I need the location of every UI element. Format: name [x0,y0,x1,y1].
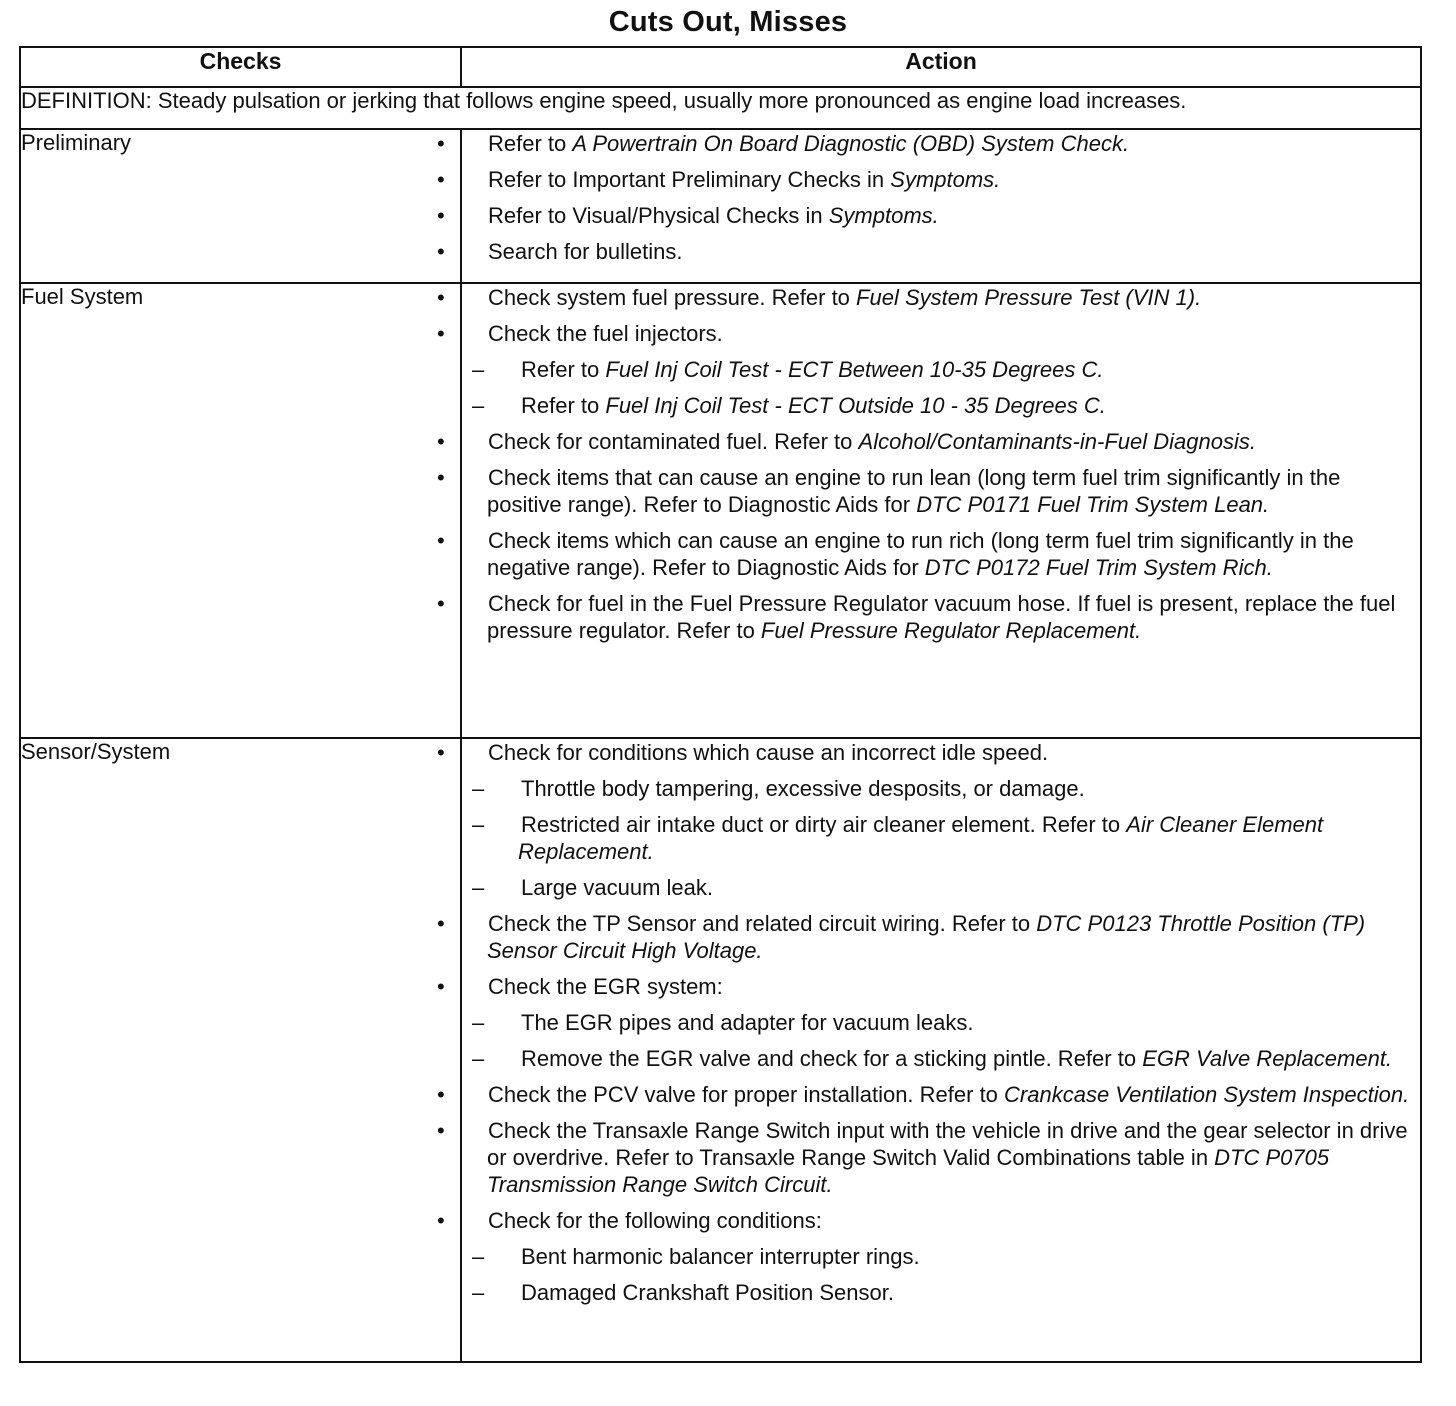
bullet-marker: • [437,528,445,553]
item-text: Refer to [521,393,606,418]
item-text: Refer to [521,357,606,382]
sub-item [462,874,1420,901]
reference-link: DTC P0172 Fuel Trim System Rich. [924,555,1273,580]
reference-link: Alcohol/Contaminants-in-Fuel Diagnosis. [858,429,1256,454]
item-text: Throttle body tampering, excessive desposits, or damage. [521,776,1085,801]
list-item [437,973,1420,1000]
list-item [437,284,1420,311]
item-text: Remove the EGR valve and check for a sticking pintle. Refer to [521,1046,1143,1071]
item-text: Check for contaminated fuel. Refer to [488,429,859,454]
bullet-marker: • [437,321,445,346]
dash-marker: – [472,1244,485,1269]
action-list [437,738,1421,1362]
dash-marker: – [472,776,485,801]
item-text: Search for bulletins. [488,239,683,264]
list-item [437,130,1420,157]
sub-item [462,811,1420,865]
page-title: Cuts Out, Misses [608,6,848,38]
sub-item [462,1009,1420,1036]
sub-item [462,392,1420,419]
list-item [437,320,1420,347]
bullet-marker: • [437,167,445,192]
sub-item [462,1243,1420,1270]
dash-marker: – [472,1280,485,1305]
list-item [437,428,1420,455]
reference-link: Fuel System Pressure Test (VIN 1). [856,285,1202,310]
list-item [437,739,1420,766]
list-item [437,590,1420,644]
item-text: The EGR pipes and adapter for vacuum leaks. [521,1010,974,1035]
item-text: Damaged Crankshaft Position Sensor. [521,1280,894,1305]
dash-marker: – [472,393,485,418]
list-item [437,1081,1420,1108]
item-text: Refer to Visual/Physical Checks in [488,203,829,228]
item-text: Bent harmonic balancer interrupter rings. [521,1244,920,1269]
bullet-marker: • [437,239,445,264]
reference-link: Fuel Inj Coil Test - ECT Between 10-35 Degrees C. [605,357,1104,382]
sub-item [462,356,1420,383]
item-text: Check for the following conditions: [488,1208,822,1233]
action-list [437,283,1421,738]
reference-link: DTC P0123 Throttle Position (TP) Sensor Circuit High Voltage. [487,911,1366,963]
reference-link: Air Cleaner Element Replacement. [518,812,1324,864]
list-item [437,1117,1420,1198]
list-item [437,166,1420,193]
sub-item [462,775,1420,802]
checks-header: Checks [20,47,461,87]
bullet-marker: • [437,285,445,310]
item-text: Refer to Important Preliminary Checks in [488,167,891,192]
diagnostic-table [19,46,1422,1363]
action-list [437,129,1421,283]
bullet-marker: • [437,740,445,765]
reference-link: EGR Valve Replacement. [1142,1046,1393,1071]
item-text: Check the Transaxle Range Switch input with the vehicle in drive and the gear selector in drive or overdrive. Refer to Transaxle Range Switch Valid Combinations table in [487,1118,1408,1170]
reference-link: Symptoms. [828,203,939,228]
dash-marker: – [472,1046,485,1071]
reference-link: DTC P0705 Transmission Range Switch Circuit. [487,1145,1330,1197]
bullet-marker: • [437,911,445,936]
check-label: Fuel System [20,283,461,738]
sub-item [462,1045,1420,1072]
item-text: Check the PCV valve for proper installation. Refer to [488,1082,1005,1107]
dash-marker: – [472,875,485,900]
dash-marker: – [472,1010,485,1035]
bullet-marker: • [437,591,445,616]
table-row [20,129,1421,283]
list-item [437,527,1420,581]
bullet-marker: • [437,1118,445,1143]
item-text: Check items which can cause an engine to run rich (long term fuel trim significantly in the negative range). Refer to Diagnostic Aids for [487,528,1354,580]
reference-link: Crankcase Ventilation System Inspection. [1004,1082,1410,1107]
item-text: Refer to [488,131,573,156]
bullet-marker: • [437,465,445,490]
bullet-marker: • [437,203,445,228]
reference-link: Fuel Inj Coil Test - ECT Outside 10 - 35 Degrees C. [605,393,1106,418]
table-row [20,283,1421,738]
item-text: Check for conditions which cause an incorrect idle speed. [488,740,1049,765]
bullet-marker: • [437,1208,445,1233]
reference-link: Fuel Pressure Regulator Replacement. [760,618,1142,643]
action-header: Action [461,47,1421,87]
table-row [20,738,1421,1362]
bullet-marker: • [437,1082,445,1107]
bullet-marker: • [437,131,445,156]
dash-marker: – [472,357,485,382]
sub-item [462,1279,1420,1306]
list-item [437,464,1420,518]
list-item [437,202,1420,229]
item-text: Check items that can cause an engine to run lean (long term fuel trim significantly in the positive range). Refer to Diagnostic Aids for [487,465,1341,517]
list-item [437,1207,1420,1234]
bullet-marker: • [437,429,445,454]
check-label: Preliminary [20,129,461,283]
item-text: Check the EGR system: [488,974,723,999]
list-item [437,238,1420,265]
reference-link: DTC P0171 Fuel Trim System Lean. [916,492,1270,517]
item-text: Check the fuel injectors. [488,321,723,346]
check-label: Sensor/System [20,738,461,1362]
definition-row [20,87,1421,129]
item-text: Check the TP Sensor and related circuit wiring. Refer to [488,911,1037,936]
reference-link: A Powertrain On Board Diagnostic (OBD) System Check. [572,131,1130,156]
list-item [437,910,1420,964]
definition-text: DEFINITION: Steady pulsation or jerking that follows engine speed, usually more pronounced as engine load increases. [20,87,1421,129]
bullet-marker: • [437,974,445,999]
header-row [20,47,1421,87]
item-text: Check system fuel pressure. Refer to [488,285,857,310]
item-text: Large vacuum leak. [521,875,713,900]
item-text: Check for fuel in the Fuel Pressure Regulator vacuum hose. If fuel is present, replace the fuel pressure regulator. Refer to [487,591,1396,643]
reference-link: Symptoms. [890,167,1001,192]
item-text: Restricted air intake duct or dirty air cleaner element. Refer to [521,812,1127,837]
dash-marker: – [472,812,485,837]
